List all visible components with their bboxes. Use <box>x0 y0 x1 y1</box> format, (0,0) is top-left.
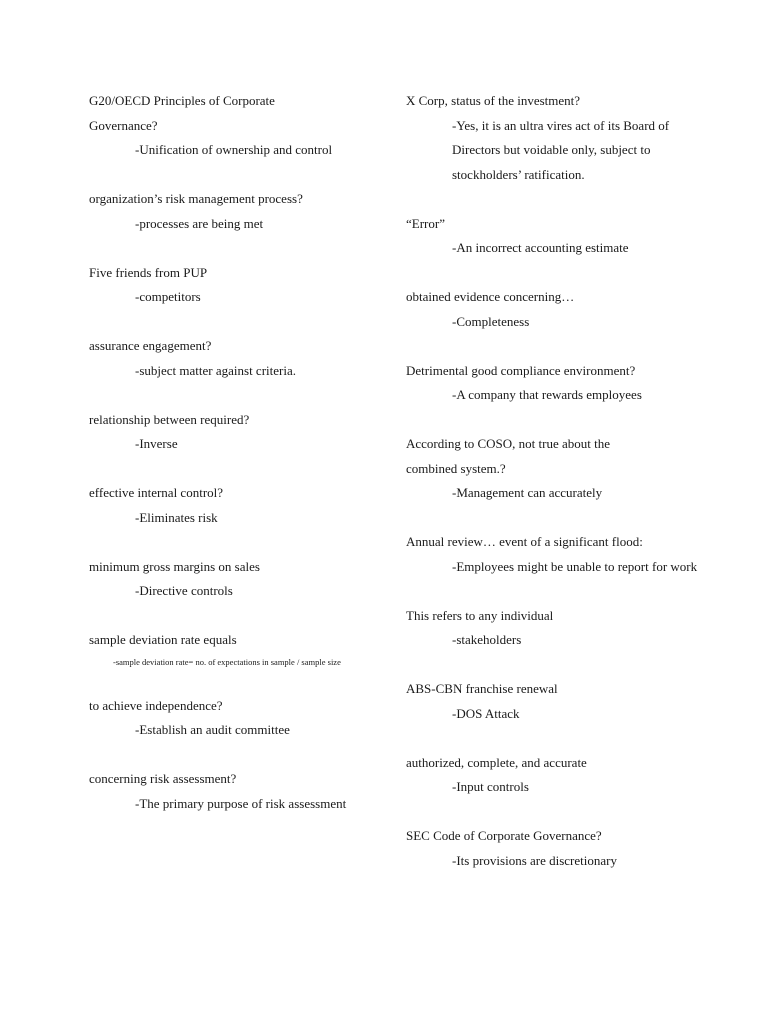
answer-text-small: -sample deviation rate= no. of expectations in sample / sample size <box>113 656 341 667</box>
question-text: ABS-CBN franchise renewal <box>406 681 558 696</box>
question-text: This refers to any individual <box>406 607 554 623</box>
qa-item <box>406 359 706 408</box>
question-text: authorized, complete, and accurate <box>406 754 587 770</box>
qa-item <box>406 89 706 187</box>
question-text: Annual review… event of a significant flood: <box>406 534 643 549</box>
left-column <box>89 89 389 816</box>
answer-text: -Completeness <box>452 313 530 329</box>
answer-text: -subject matter against criteria. <box>135 362 296 378</box>
qa-item <box>406 530 706 579</box>
qa-item <box>406 824 706 873</box>
qa-item <box>89 555 389 604</box>
question-text: SEC Code of Corporate Governance? <box>406 828 602 843</box>
qa-item <box>89 408 389 457</box>
qa-item <box>406 677 706 726</box>
qa-item <box>89 261 389 310</box>
question-text: “Error” <box>406 215 445 231</box>
question-text: organization’s risk management process? <box>89 191 303 206</box>
qa-item <box>406 604 706 653</box>
answer-text: -A company that rewards employees <box>452 387 642 402</box>
question-text: to achieve independence? <box>89 697 223 713</box>
question-text: relationship between required? <box>89 411 250 427</box>
question-text: According to COSO, not true about the combined system.? <box>406 436 610 476</box>
question-text: effective internal control? <box>89 485 224 500</box>
answer-text: -Eliminates risk <box>135 509 218 525</box>
answer-text: -Its provisions are discretionary <box>452 852 617 868</box>
answer-text: -Establish an audit committee <box>135 722 290 737</box>
qa-item <box>406 212 706 261</box>
question-text: obtained evidence concerning… <box>406 289 575 304</box>
qa-item <box>89 481 389 530</box>
qa-item <box>89 628 389 672</box>
qa-item <box>406 285 706 334</box>
answer-text: -Unification of ownership and control <box>135 142 333 157</box>
answer-text: -stakeholders <box>452 632 522 647</box>
question-text: concerning risk assessment? <box>89 771 237 786</box>
question-text: sample deviation rate equals <box>89 632 237 647</box>
qa-item <box>406 751 706 800</box>
answer-text: -The primary purpose of risk assessment <box>135 795 347 811</box>
answer-text: -Directive controls <box>135 583 233 598</box>
answer-text: -processes are being met <box>135 215 264 231</box>
question-text: Five friends from PUP <box>89 264 208 280</box>
question-text: G20/OECD Principles of Corporate Governance? <box>89 93 275 133</box>
answer-text: -Input controls <box>452 779 529 794</box>
answer-text: -competitors <box>135 289 201 304</box>
qa-item <box>89 187 389 236</box>
qa-item <box>406 432 706 506</box>
answer-text: -Employees might be unable to report for work <box>452 558 698 574</box>
question-text: X Corp, status of the investment? <box>406 93 581 108</box>
qa-item <box>89 89 389 163</box>
answer-text: -Management can accurately <box>452 485 603 500</box>
qa-item <box>89 767 389 816</box>
question-text: Detrimental good compliance environment? <box>406 362 636 378</box>
answer-text: -DOS Attack <box>452 705 520 721</box>
qa-item <box>89 694 389 743</box>
question-text: assurance engagement? <box>89 338 212 353</box>
right-column <box>406 89 706 873</box>
answer-text: -Yes, it is an ultra vires act of its Board of Directors but voidable only, subject to stockholders’ ratification. <box>452 117 670 182</box>
question-text: minimum gross margins on sales <box>89 558 260 574</box>
answer-text: -Inverse <box>135 436 178 451</box>
qa-item <box>89 334 389 383</box>
answer-text: -An incorrect accounting estimate <box>452 240 629 255</box>
